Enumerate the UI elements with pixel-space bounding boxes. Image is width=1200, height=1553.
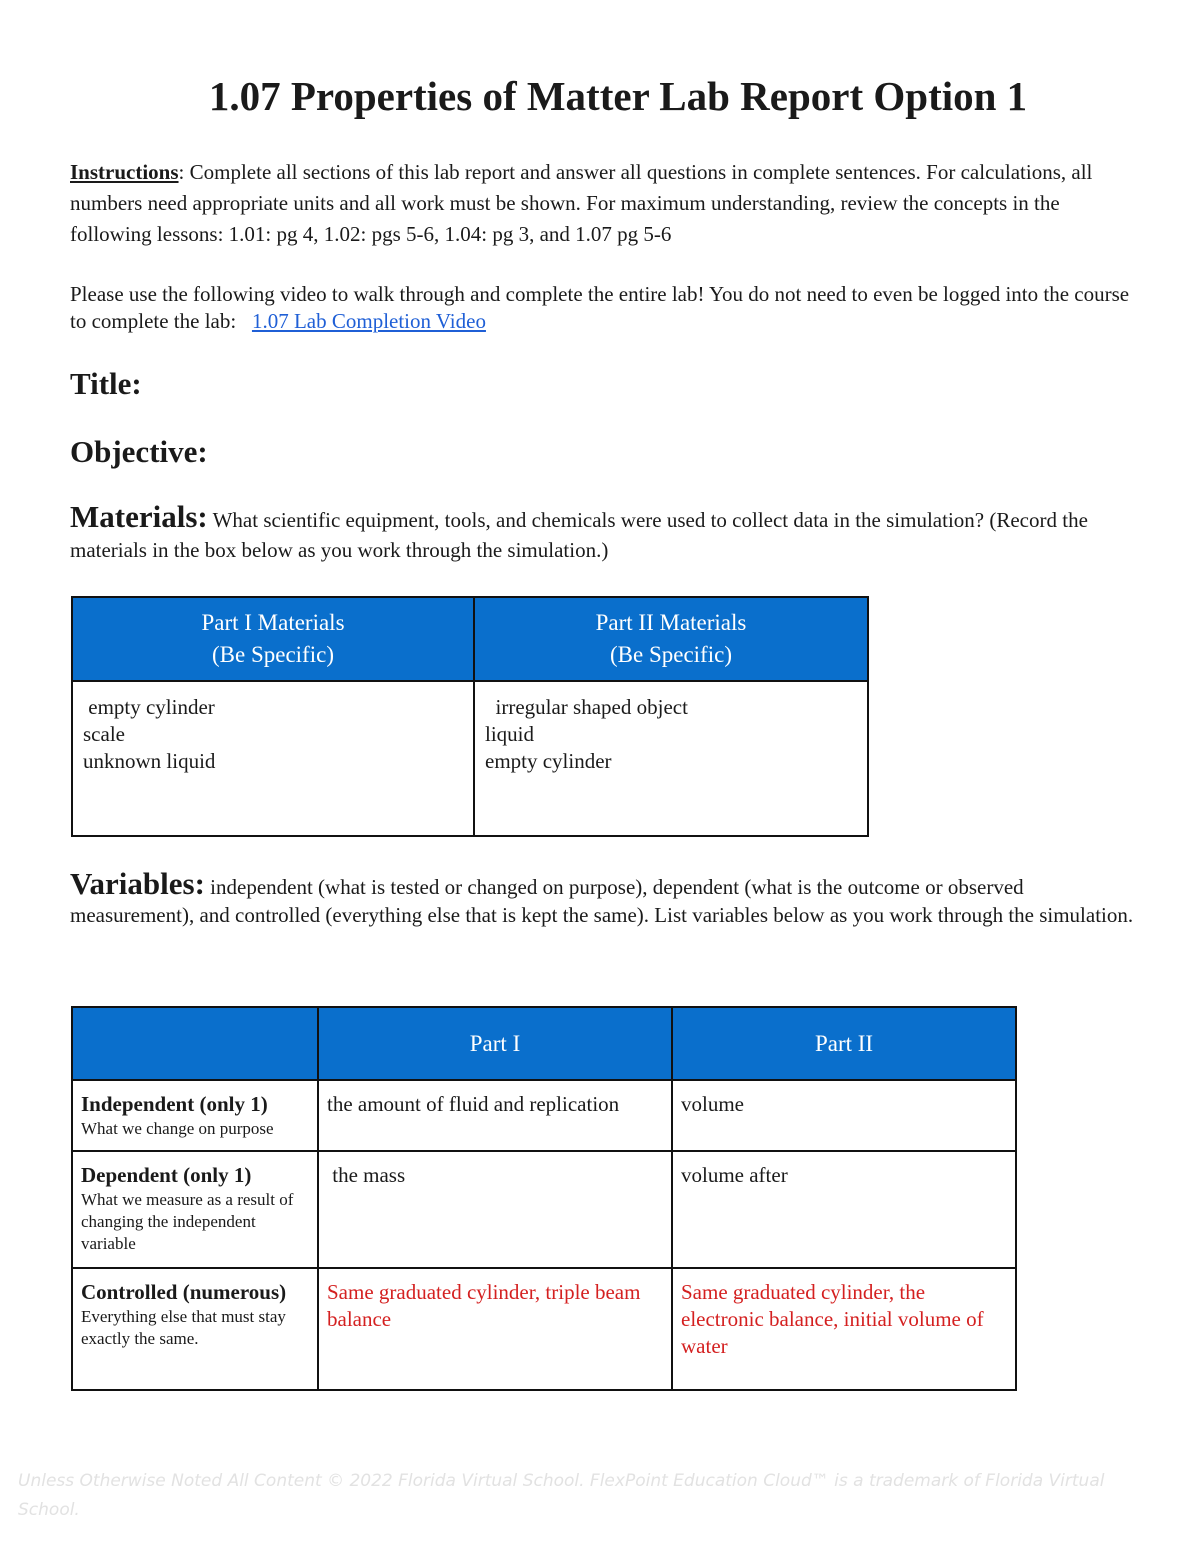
table-row — [72, 1080, 1016, 1151]
material-item: unknown liquid — [83, 749, 216, 773]
variables-header-blank — [72, 1007, 318, 1080]
header-line: (Be Specific) — [212, 642, 334, 667]
video-paragraph — [70, 281, 1140, 335]
material-item: irregular shaped object — [495, 695, 688, 719]
materials-heading: Materials: — [70, 499, 208, 534]
row-subtitle: What we change on purpose — [81, 1119, 274, 1138]
table-row — [72, 1151, 1016, 1268]
lab-video-link[interactable]: 1.07 Lab Completion Video — [251, 309, 486, 333]
objective-heading: Objective: — [70, 434, 208, 469]
table-row — [72, 1268, 1016, 1390]
materials-paragraph — [70, 499, 1140, 565]
instructions-paragraph — [70, 157, 1140, 250]
instructions-label: Instructions — [70, 160, 179, 184]
materials-header-part1 — [72, 597, 474, 681]
copyright-footer: Unless Otherwise Noted All Content © 2022 Florida Virtual School. FlexPoint Education Cloud™ is a trademark of Florida Virtual School. — [18, 1471, 1105, 1520]
header-line: Part II Materials — [595, 610, 747, 635]
materials-table — [71, 596, 869, 837]
variables-header-part1: Part I — [318, 1007, 672, 1080]
title-heading: Title: — [70, 366, 142, 401]
material-item: empty cylinder — [88, 695, 215, 719]
variables-description: independent (what is tested or changed on purpose), dependent (what is the outcome or observed measurement), and controlled (everything else that is kept the same). List variables below as you work through the simulation. — [70, 875, 1134, 927]
header-line: (Be Specific) — [610, 642, 732, 667]
row-subtitle: Everything else that must stay exactly the same. — [81, 1307, 286, 1348]
material-item: liquid — [485, 722, 535, 746]
materials-description: What scientific equipment, tools, and chemicals were used to collect data in the simulation? (Record the materials in the box below as you work through the simulation.) — [70, 508, 1088, 562]
variables-paragraph — [70, 866, 1145, 929]
variables-table — [71, 1006, 1017, 1391]
materials-header-part2 — [474, 597, 868, 681]
materials-part2-cell[interactable] — [474, 681, 868, 836]
controlled-part2-cell[interactable]: Same graduated cylinder, the electronic balance, initial volume of water — [672, 1268, 1016, 1390]
row-subtitle: What we measure as a result of changing the independent variable — [81, 1190, 294, 1253]
material-item: empty cylinder — [485, 749, 612, 773]
variables-heading: Variables: — [70, 866, 205, 901]
row-label-controlled — [72, 1268, 318, 1390]
video-text: Please use the following video to walk through and complete the entire lab! You do not need to even be logged into the course to complete the lab: — [70, 282, 1130, 333]
materials-part1-cell[interactable] — [72, 681, 474, 836]
row-title: Controlled (numerous) — [81, 1280, 287, 1304]
independent-part1-cell[interactable]: the amount of fluid and replication — [318, 1080, 672, 1151]
cell-text: the mass — [332, 1163, 406, 1187]
row-title: Dependent (only 1) — [81, 1163, 252, 1187]
row-label-independent — [72, 1080, 318, 1151]
controlled-part1-cell[interactable]: Same graduated cylinder, triple beam balance — [318, 1268, 672, 1390]
header-line: Part I Materials — [201, 610, 345, 635]
dependent-part2-cell[interactable]: volume after — [672, 1151, 1016, 1268]
variables-header-part2: Part II — [672, 1007, 1016, 1080]
page-title: 1.07 Properties of Matter Lab Report Option 1 — [208, 73, 1028, 119]
row-title: Independent (only 1) — [81, 1092, 268, 1116]
independent-part2-cell[interactable]: volume — [672, 1080, 1016, 1151]
row-label-dependent — [72, 1151, 318, 1268]
material-item: scale — [83, 722, 125, 746]
instructions-text: : Complete all sections of this lab report and answer all questions in complete sentences. For calculations, all numbers need appropriate units and all work must be shown. For maximum understanding, review the concepts in the following lessons: 1.01: pg 4, 1.02: pgs 5-6, 1.04: pg 3, and 1.07 pg 5-6 — [70, 160, 1093, 246]
dependent-part1-cell[interactable] — [318, 1151, 672, 1268]
